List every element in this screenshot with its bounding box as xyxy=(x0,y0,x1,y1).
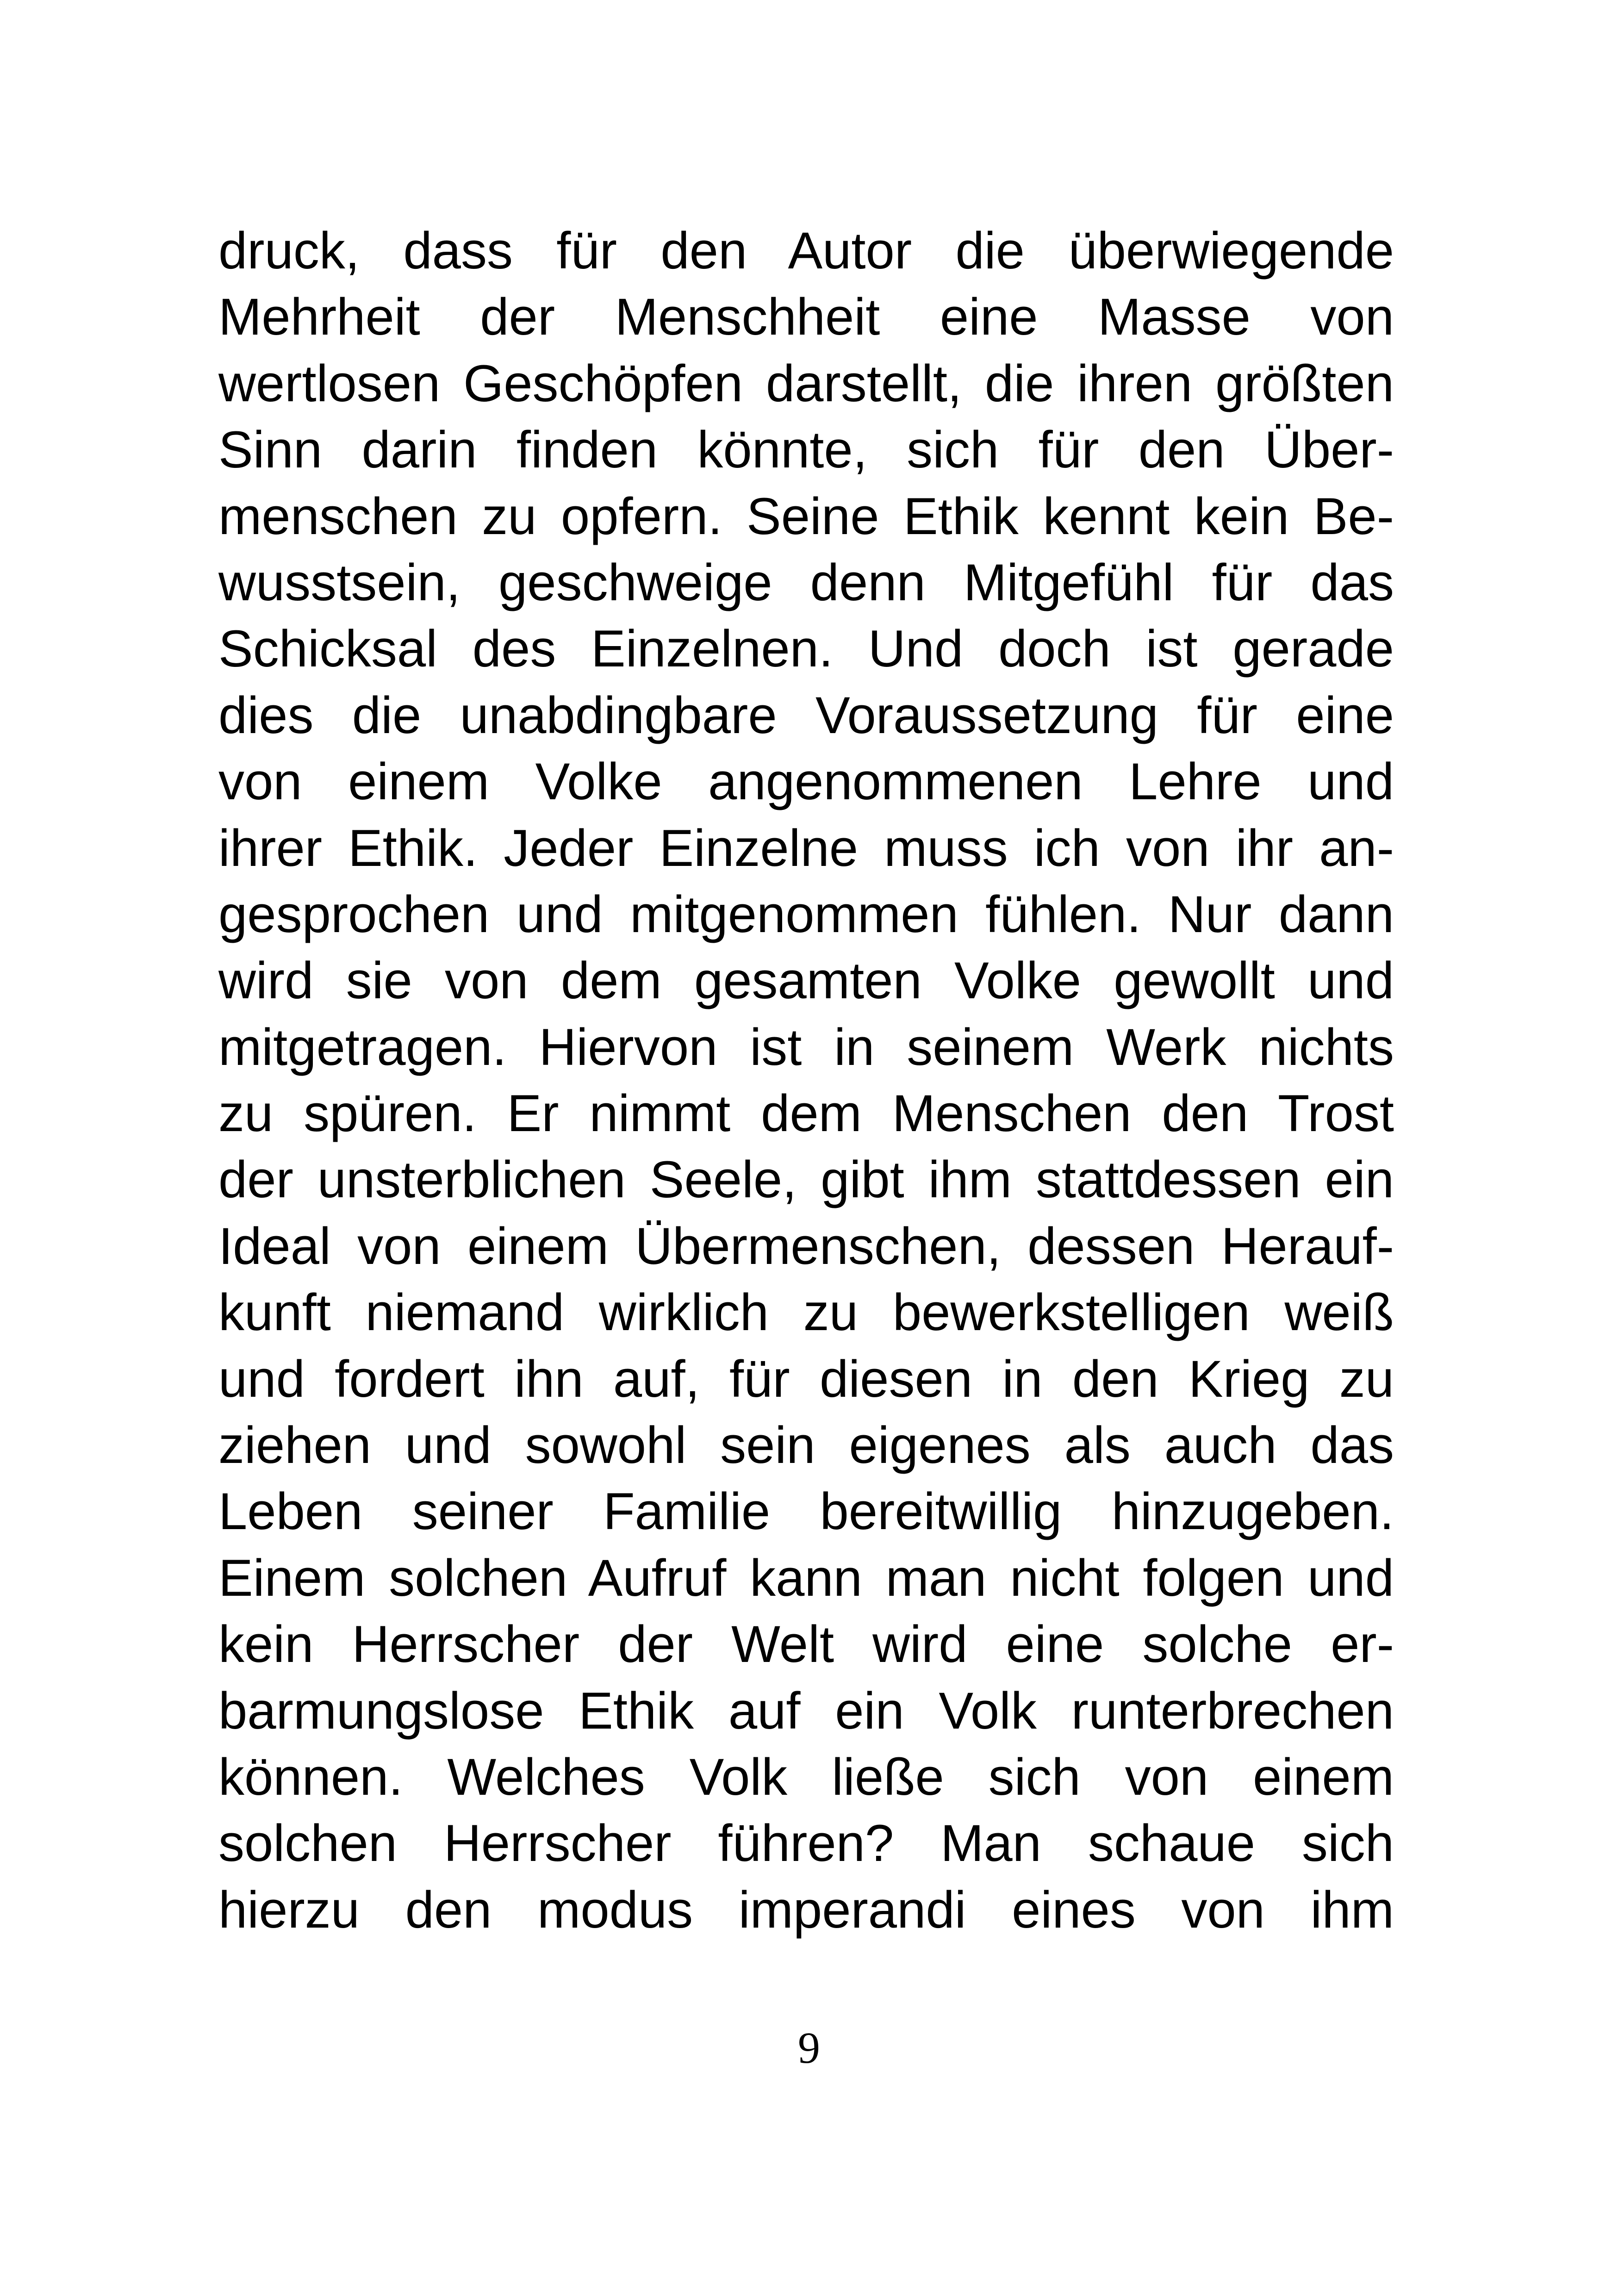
text-line: Mehrheit der Menschheit eine Masse von xyxy=(218,288,1394,346)
text-line: wird sie von dem gesamten Volke gewollt und xyxy=(218,952,1394,1010)
text-line: und fordert ihn auf, für diesen in den Krieg zu xyxy=(218,1350,1394,1408)
body-paragraph xyxy=(218,218,1394,1943)
text-line: wusstsein, geschweige denn Mitgefühl für das xyxy=(218,553,1394,611)
text-line: kein Herrscher der Welt wird eine solche er- xyxy=(218,1615,1394,1674)
text-line: zu spüren. Er nimmt dem Menschen den Trost xyxy=(218,1084,1394,1143)
page-number: 9 xyxy=(798,2023,820,2072)
text-line: Sinn darin finden könnte, sich für den Über- xyxy=(218,421,1394,479)
text-line: Einem solchen Aufruf kann man nicht folgen und xyxy=(218,1549,1394,1607)
text-line: von einem Volke angenommenen Lehre und xyxy=(218,753,1394,811)
text-line: der unsterblichen Seele, gibt ihm stattdessen ein xyxy=(218,1151,1394,1209)
text-line: können. Welches Volk ließe sich von einem xyxy=(218,1748,1394,1806)
text-line: barmungslose Ethik auf ein Volk runterbrechen xyxy=(218,1681,1394,1740)
text-line: druck, dass für den Autor die überwiegende xyxy=(218,222,1394,280)
text-line: Leben seiner Familie bereitwillig hinzugeben. xyxy=(218,1482,1394,1541)
text-line: gesprochen und mitgenommen fühlen. Nur dann xyxy=(218,885,1394,943)
text-line: mitgetragen. Hiervon ist in seinem Werk nichts xyxy=(218,1018,1394,1076)
text-line: dies die unabdingbare Voraussetzung für eine xyxy=(218,686,1394,744)
text-line: hierzu den modus imperandi eines von ihm xyxy=(218,1880,1394,1939)
text-line: ihrer Ethik. Jeder Einzelne muss ich von ihr an- xyxy=(218,819,1394,877)
text-line: menschen zu opfern. Seine Ethik kennt kein Be- xyxy=(218,487,1394,545)
text-line: Schicksal des Einzelnen. Und doch ist gerade xyxy=(218,620,1394,678)
text-line: ziehen und sowohl sein eigenes als auch das xyxy=(218,1416,1394,1475)
text-line: kunft niemand wirklich zu bewerkstelligen weiß xyxy=(218,1283,1394,1342)
text-line: wertlosen Geschöpfen darstellt, die ihren größten xyxy=(218,354,1394,412)
text-line: solchen Herrscher führen? Man schaue sich xyxy=(218,1814,1394,1873)
text-line: Ideal von einem Übermenschen, dessen Herauf- xyxy=(218,1217,1394,1275)
